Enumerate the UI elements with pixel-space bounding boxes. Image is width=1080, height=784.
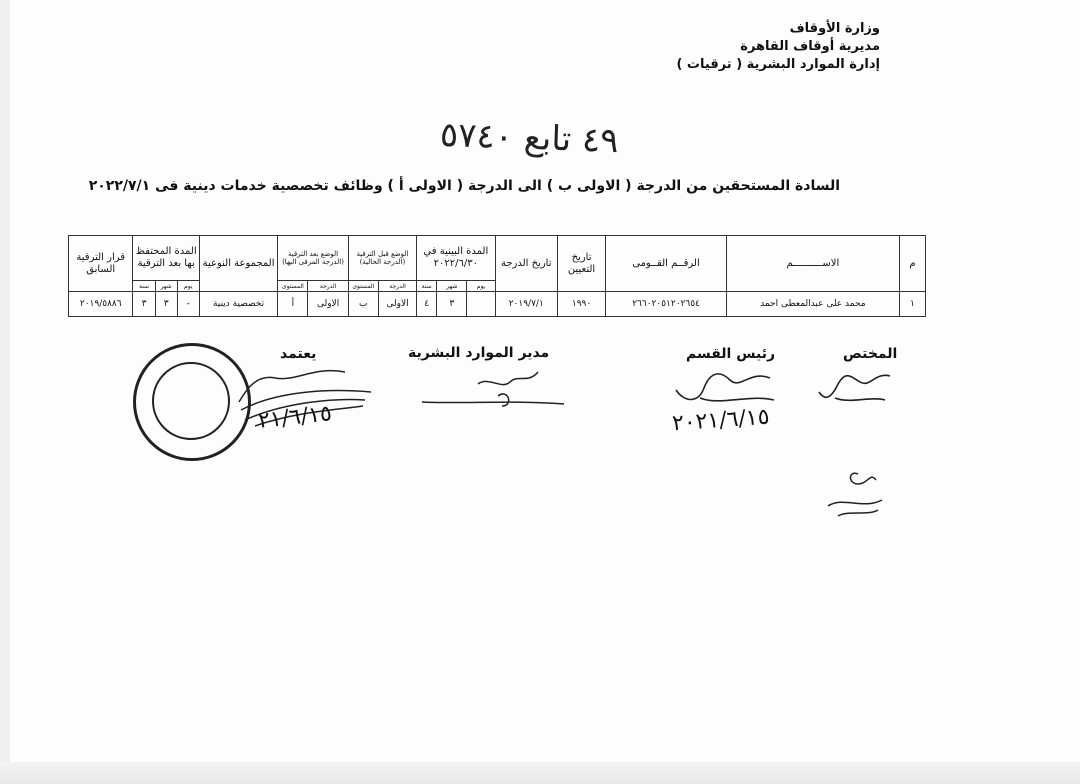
sub-year: سنة [133,281,155,292]
header-retained-period: المدة المحتفظ بها بعد الترقية [133,236,199,281]
scan-edge [0,0,10,784]
sub-day: يوم [177,281,199,292]
cell-before-grade: الاولى [378,292,416,317]
cell-interim-year: ٤ [417,292,437,317]
cell-prev-decision: ٢٠١٩/٥٨٨٦ [69,292,133,317]
header-num: م [899,236,925,292]
header-interim-period: المدة البينية في ٢٠٢٢/٦/٣٠ [417,236,495,281]
section-head-date: ٢٠٢١/٦/١٥ [671,404,771,437]
cell-after-grade: الاولى [308,292,348,317]
scan-edge-bottom [0,762,1080,784]
approve-date: ٢١/٦/١٥ [256,401,334,434]
approve-label: يعتمد [280,346,317,362]
sub-year: سنة [417,281,437,292]
sub-grade: الدرجة [308,281,348,292]
sub-level: المستوى [278,281,308,292]
cell-grade-date: ٢٠١٩/٧/١ [495,292,557,317]
header-group: المجموعة النوعية [199,236,277,292]
cell-interim-month: ٣ [437,292,467,317]
specialist-signature [815,368,895,408]
handwritten-reference: ٤٩ تابع ٥٧٤٠ [439,114,620,162]
ministry-name: وزارة الأوقاف [789,21,880,36]
cell-name: محمد على عبدالمعطى احمد [726,292,899,317]
cell-retained-month: ٣ [155,292,177,317]
sub-level: المستوى [348,281,378,292]
cell-retained-year: ٣ [133,292,155,317]
sub-day: يوم [467,281,495,292]
margin-note [818,466,888,522]
header-name: الاســــــــــم [726,236,899,292]
sub-month: شهر [155,281,177,292]
header-after-promotion: الوضع بعد الترقية (الدرجة المرقى اليها) [278,236,348,281]
department-name: إدارة الموارد البشرية ( ترقيات ) [676,57,880,72]
document-title: السادة المستحقين من الدرجة ( الاولى ب ) الى الدرجة ( الاولى أ ) وظائف تخصصية خدمات دينية فى ٢٠٢٢/٧/١ [88,178,840,194]
cell-retained-day: - [177,292,199,317]
header-prev-decision: قرار الترقية السابق [69,236,133,292]
cell-appointment-date: ١٩٩٠ [557,292,605,317]
header-before-promotion: الوضع قبل الترقية (الدرجة الحالية) [348,236,416,281]
table-row [69,292,926,317]
header-grade-date: تاريخ الدرجة [495,236,557,292]
sub-grade: الدرجة [378,281,416,292]
official-seal [133,343,251,461]
cell-national-id: ٢٦٦٠٢٠٥١٢٠٢٦٥٤ [606,292,727,317]
specialist-label: المختص [843,346,898,362]
header-appointment-date: تاريخ التعيين [557,236,605,292]
sub-month: شهر [437,281,467,292]
letterhead [676,20,880,74]
cell-before-level: ب [348,292,378,317]
section-head-signature [670,368,780,408]
header-national-id: الرقــم القــومى [606,236,727,292]
hr-director-signature [418,366,568,410]
section-head-label: رئيس القسم [686,346,776,362]
directorate-name: مديرية أوقاف القاهرة [740,39,880,54]
cell-after-level: أ [278,292,308,317]
hr-director-label: مدير الموارد البشرية [408,345,550,361]
seal-emblem [152,362,230,440]
promotion-table [68,235,926,317]
cell-num: ١ [899,292,925,317]
cell-interim-day [467,292,495,317]
cell-group: تخصصية دينية [199,292,277,317]
